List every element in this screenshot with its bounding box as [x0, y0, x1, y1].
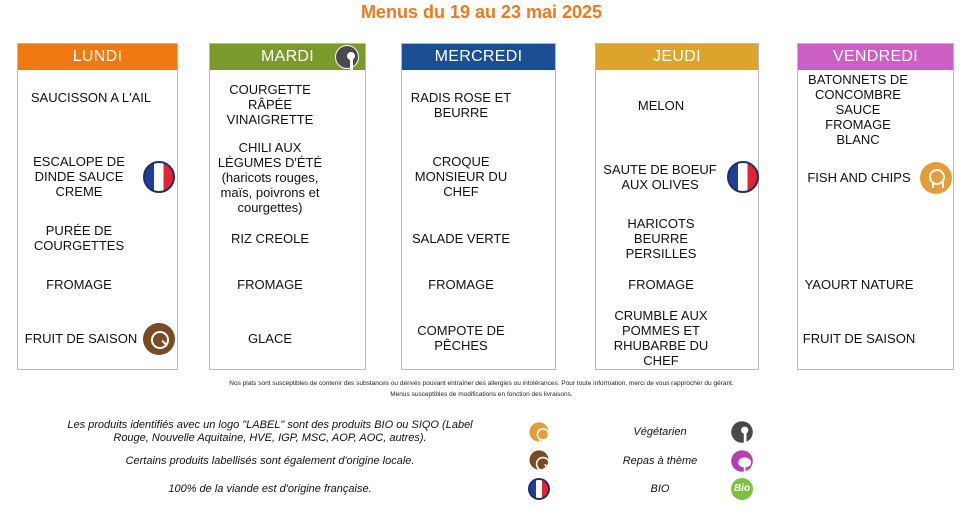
allergy-disclaimer: Nos plats sont susceptibles de contenir des substances ou dérivés pouvant entraîner des allergies ou intolérances. Pour toute information, merci de vous rapprocher du gérant. — [229, 380, 734, 387]
legend-theme-text: Repas à thème — [622, 455, 698, 467]
menu-item-dessert: COMPOTE DE PÊCHES — [417, 323, 505, 353]
local-origin-icon — [529, 450, 548, 469]
menu-item-starter: MELON — [637, 98, 685, 113]
menu-item-main: ESCALOPE DE DINDE SAUCE CREME — [33, 154, 125, 199]
menu-item-main: FISH AND CHIPS — [807, 170, 911, 185]
menu-item-dessert: CRUMBLE AUX POMMES ET RHUBARBE DU CHEF — [613, 308, 709, 368]
legend-label-text: Les produits identifiés avec un logo "LABEL" sont des produits BIO ou SIQO (Label Rouge, Nouvelle Aquitaine, HVE, IGP, MSC, AOP, AOC, autres). — [67, 419, 473, 444]
local-origin-icon — [143, 323, 175, 355]
menu-item-side: HARICOTS BEURRE PERSILLES — [625, 216, 697, 261]
legend-bio-text: BIO — [650, 483, 670, 495]
day-header-mercredi: MERCREDI — [402, 44, 555, 70]
day-header-jeudi: JEUDI — [596, 44, 758, 70]
menu-item-dessert: FRUIT DE SAISON — [24, 331, 138, 346]
menu-item-main: CHILI AUX LÉGUMES D'ÉTÉ (haricots rouges, maïs, poivrons et courgettes) — [217, 140, 323, 215]
french-origin-flag-icon — [528, 478, 550, 500]
modification-disclaimer: Menus susceptibles de modifications en fonction des livraisons. — [390, 391, 573, 398]
menu-item-side: RIZ CREOLE — [230, 231, 309, 246]
vegetarian-icon — [731, 421, 753, 443]
menu-item-starter: COURGETTE RÂPÉE VINAIGRETTE — [226, 82, 314, 127]
legend-local-text: Certains produits labellisés sont également d'origine locale. — [125, 455, 415, 467]
menu-item-cheese: FROMAGE — [237, 277, 303, 292]
menu-item-main: SAUTE DE BOEUF AUX OLIVES — [603, 162, 717, 192]
legend-vegetarian-text: Végétarien — [633, 426, 687, 438]
bio-icon: Bio — [731, 478, 753, 500]
menu-item-side: PURÉE DE COURGETTES — [33, 223, 125, 253]
quality-label-icon — [920, 162, 952, 194]
day-column-mercredi — [401, 43, 556, 370]
day-header-mardi: MARDI — [210, 44, 365, 70]
menu-item-cheese: FROMAGE — [628, 277, 694, 292]
menu-item-main: CROQUE MONSIEUR DU CHEF — [414, 154, 508, 199]
menu-item-cheese: YAOURT NATURE — [804, 277, 914, 292]
day-header-vendredi: VENDREDI — [798, 44, 953, 70]
menu-title: Menus du 19 au 23 mai 2025 — [360, 2, 603, 22]
menu-item-dessert: GLACE — [247, 331, 293, 346]
legend-meat-text: 100% de la viande est d'origine française. — [168, 483, 372, 495]
menu-item-side: SALADE VERTE — [411, 231, 511, 246]
day-column-jeudi — [595, 43, 759, 370]
menu-item-starter: SAUCISSON A L'AIL — [30, 90, 152, 105]
french-origin-flag-icon — [727, 161, 759, 193]
theme-meal-icon — [731, 450, 753, 472]
day-header-lundi: LUNDI — [18, 44, 177, 70]
menu-item-starter: BATONNETS DE CONCOMBRE SAUCE FROMAGE BLANC — [808, 72, 908, 147]
menu-item-cheese: FROMAGE — [428, 277, 494, 292]
day-column-lundi — [17, 43, 178, 370]
menu-item-cheese: FROMAGE — [46, 277, 112, 292]
menu-item-starter: RADIS ROSE ET BEURRE — [410, 90, 512, 120]
day-column-vendredi — [797, 43, 954, 370]
quality-label-icon — [529, 422, 548, 441]
french-origin-flag-icon — [143, 161, 175, 193]
day-column-mardi — [209, 43, 366, 370]
menu-item-dessert: FRUIT DE SAISON — [802, 331, 916, 346]
vegetarian-icon — [335, 45, 359, 69]
